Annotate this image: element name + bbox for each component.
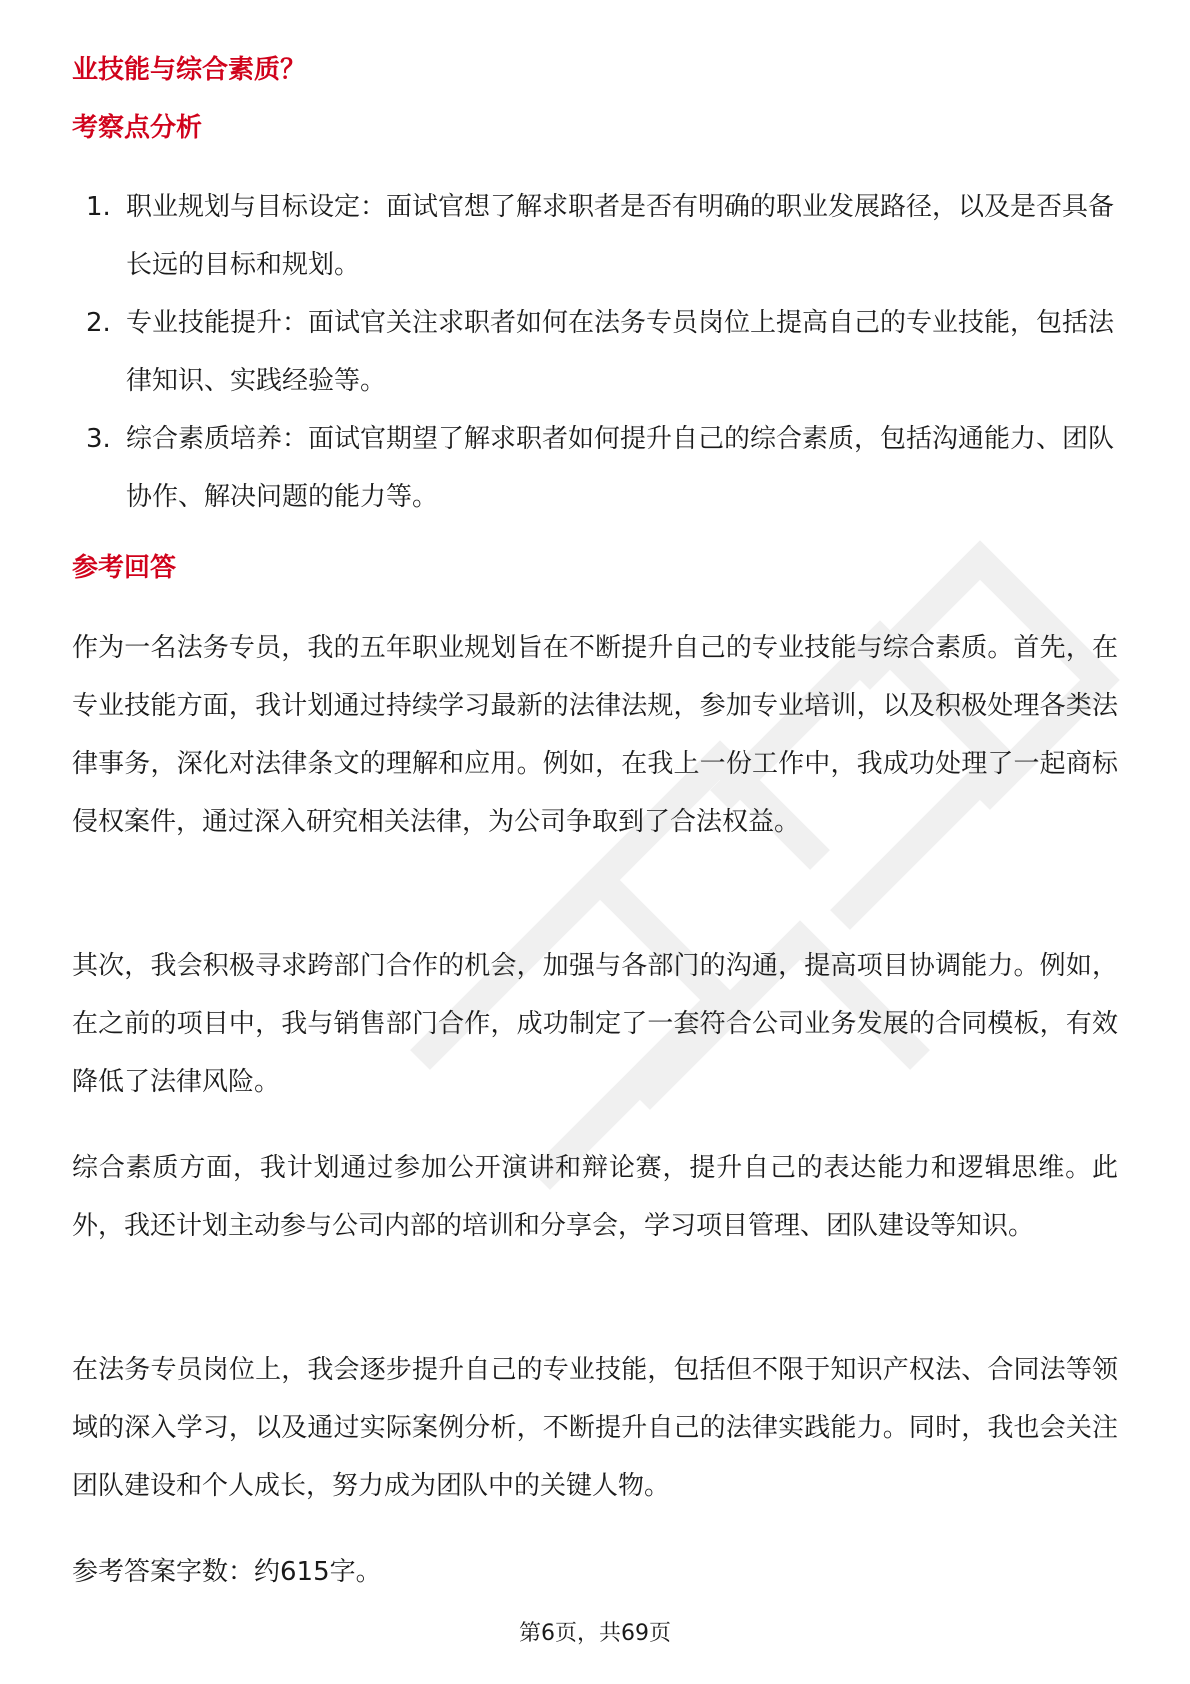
list-item	[86, 410, 1118, 526]
page-number-footer: 第6页，共69页	[519, 1621, 671, 1646]
word-count: 参考答案字数：约615字。	[72, 1557, 382, 1587]
list-item-number: 3.	[86, 424, 111, 454]
list-item-text: 职业规划与目标设定：面试官想了解求职者是否有明确的职业发展路径，以及是否具备长远的目标和规划。	[126, 192, 1115, 280]
list-item	[86, 178, 1118, 294]
list-item	[86, 294, 1118, 410]
analysis-heading: 考察点分析	[72, 113, 203, 143]
list-item-text: 专业技能提升：面试官关注求职者如何在法务专员岗位上提高自己的专业技能，包括法律知识、实践经验等。	[126, 308, 1115, 396]
list-item-number: 2.	[86, 308, 111, 338]
analysis-points-list	[86, 178, 1118, 526]
answer-paragraph: 作为一名法务专员，我的五年职业规划旨在不断提升自己的专业技能与综合素质。首先，在专业技能方面，我计划通过持续学习最新的法律法规，参加专业培训，以及积极处理各类法律事务，深化对法律条文的理解和应用。例如，在我上一份工作中，我成功处理了一起商标侵权案件，通过深入研究相关法律，为公司争取到了合法权益。	[72, 633, 1118, 837]
answer-paragraph: 综合素质方面，我计划通过参加公开演讲和辩论赛，提升自己的表达能力和逻辑思维。此外，我还计划主动参与公司内部的培训和分享会，学习项目管理、团队建设等知识。	[72, 1153, 1118, 1241]
answer-heading: 参考回答	[72, 553, 177, 583]
answer-paragraph: 其次，我会积极寻求跨部门合作的机会，加强与各部门的沟通，提高项目协调能力。例如，在之前的项目中，我与销售部门合作，成功制定了一套符合公司业务发展的合同模板，有效降低了法律风险。	[72, 951, 1118, 1097]
list-item-number: 1.	[86, 192, 111, 222]
list-item-text: 综合素质培养：面试官期望了解求职者如何提升自己的综合素质，包括沟通能力、团队协作、解决问题的能力等。	[126, 424, 1115, 512]
answer-paragraph: 在法务专员岗位上，我会逐步提升自己的专业技能，包括但不限于知识产权法、合同法等领域的深入学习，以及通过实际案例分析，不断提升自己的法律实践能力。同时，我也会关注团队建设和个人成长，努力成为团队中的关键人物。	[72, 1355, 1118, 1501]
section-heading-continued: 业技能与综合素质？	[72, 55, 307, 85]
